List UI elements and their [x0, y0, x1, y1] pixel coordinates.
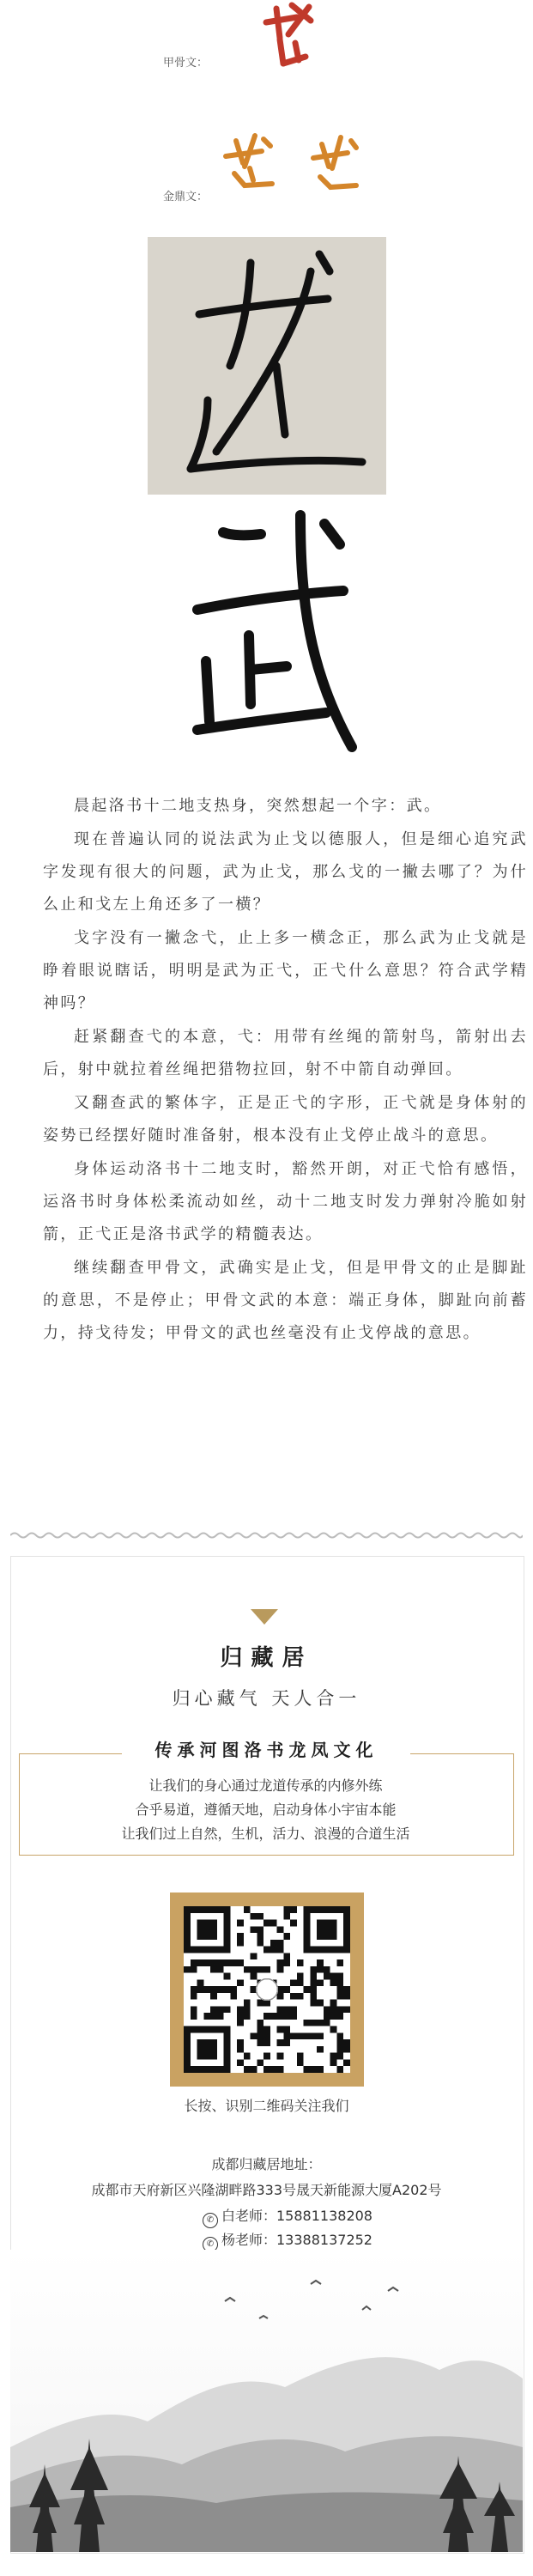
article-paragraph-5: 又翻查武的繁体字，正是正弋的字形，正弋就是身体射的姿势已经摆好随时准备射，根本没有止戈停止战斗的意思。	[43, 1094, 528, 1145]
address-label: 成都归藏居地址：	[211, 2156, 322, 2172]
calligraphy-paper-glyph	[148, 237, 386, 495]
article-body	[43, 790, 528, 1351]
phone-icon: ✆	[203, 2213, 218, 2228]
phone-text-2: 杨老师：13388137252	[221, 2232, 372, 2248]
brush-calligraphy-glyph	[172, 498, 378, 773]
bronze-script-glyphs	[219, 129, 391, 197]
oracle-bone-label: 甲骨文：	[163, 57, 209, 70]
culture-line-1: 让我们的身心通过龙道传承的内修外练	[148, 1777, 383, 1794]
phone-text-1: 白老师：15881138208	[221, 2208, 372, 2224]
phone-line-1	[203, 2205, 372, 2228]
culture-line-2: 合乎易道，遵循天地，启动身体小宇宙本能	[135, 1801, 397, 1818]
wavy-divider	[10, 1531, 523, 1540]
oracle-bone-glyph	[257, 0, 326, 69]
triangle-marker-icon	[251, 1609, 278, 1625]
article-paragraph-2: 现在普遍认同的说法武为止戈以德服人，但是细心追究武字发现有很大的问题，武为止戈，那么戈的一撇去哪了？为什么止和戈左上角还多了一横？	[43, 830, 528, 914]
phone-icon: ✆	[203, 2237, 218, 2252]
article-paragraph-3: 戈字没有一撇念弋，止上多一横念正，那么武为止戈就是睁着眼说瞎话，明明是武为正弋，正弋什么意思？符合武学精神吗？	[43, 929, 528, 1012]
article-paragraph-1: 晨起洛书十二地支热身，突然想起一个字：武。	[74, 797, 442, 815]
brand-name: 归藏居	[220, 1645, 313, 1671]
culture-title: 传承河图洛书龙凤文化	[154, 1740, 379, 1760]
ink-landscape-illustration	[10, 2250, 523, 2552]
qr-code[interactable]	[184, 1906, 350, 2073]
brand-slogan: 归心藏气 天人合一	[172, 1688, 361, 1709]
article-paragraph-4: 赶紧翻查弋的本意，弋：用带有丝绳的箭射鸟，箭射出去后，射中就拉着丝绳把猎物拉回，射不中箭自动弹回。	[43, 1028, 528, 1078]
phone-line-2	[203, 2229, 372, 2252]
bronze-script-label: 金鼎文：	[163, 191, 209, 204]
culture-lines	[19, 1774, 512, 1846]
qr-caption: 长按、识别二维码关注我们	[184, 2098, 349, 2114]
address-text: 成都市天府新区兴隆湖畔路333号晟天新能源大厦A202号	[91, 2182, 442, 2198]
article-paragraph-6: 身体运动洛书十二地支时，豁然开朗，对正弋恰有感悟，运洛书时身体松柔流动如丝，动十二地支时发力弹射冷脆如射箭，正弋正是洛书武学的精髓表达。	[43, 1160, 528, 1243]
culture-line-3: 让我们过上自然，生机，活力、浪漫的合道生活	[121, 1826, 410, 1842]
article-paragraph-7: 继续翻查甲骨文，武确实是止戈，但是甲骨文的止是脚趾的意思，不是停止；甲骨文武的本意：端正身体，脚趾向前蓄力，持戈待发；甲骨文的武也丝毫没有止戈停战的意思。	[43, 1259, 528, 1342]
